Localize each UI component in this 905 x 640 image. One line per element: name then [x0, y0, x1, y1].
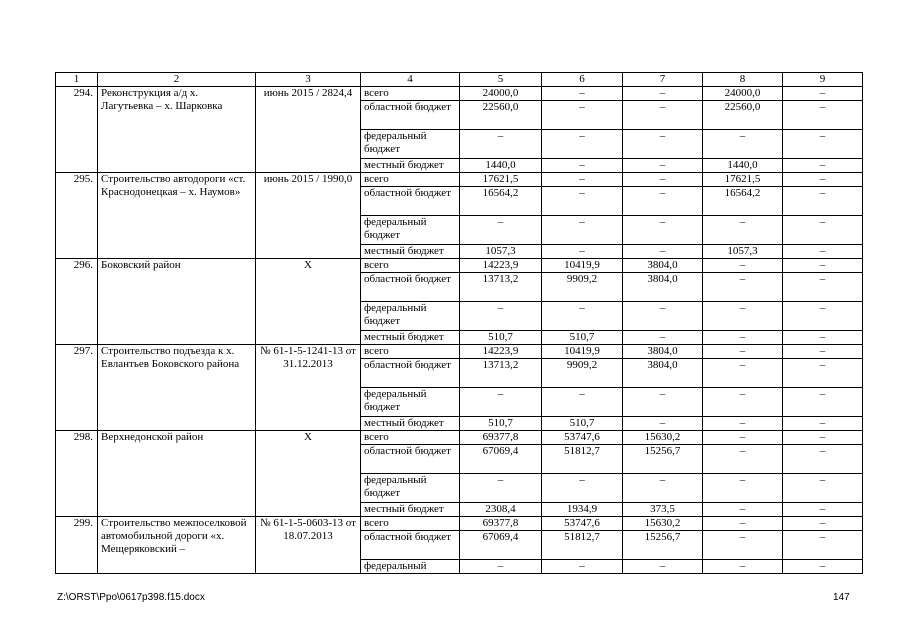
value-cell: 510,7 — [542, 417, 623, 431]
value-cell: – — [783, 359, 863, 388]
value-cell: – — [703, 331, 783, 345]
value-cell: – — [703, 431, 783, 445]
value-cell: 69377,8 — [460, 517, 542, 531]
value-cell: – — [623, 417, 703, 431]
value-cell: – — [703, 503, 783, 517]
value-cell: – — [623, 173, 703, 187]
funding-source: областной бюджет — [361, 359, 460, 388]
value-cell: 16564,2 — [703, 187, 783, 216]
value-cell: 14223,9 — [460, 345, 542, 359]
item-deadline: июнь 2015 / 1990,0 — [256, 173, 361, 259]
funding-source: федеральный — [361, 560, 460, 574]
value-cell: – — [460, 474, 542, 503]
funding-source: областной бюджет — [361, 187, 460, 216]
value-cell: 24000,0 — [460, 87, 542, 101]
value-cell: – — [542, 245, 623, 259]
funding-source: областной бюджет — [361, 273, 460, 302]
value-cell: – — [703, 417, 783, 431]
value-cell: 510,7 — [460, 331, 542, 345]
value-cell: – — [703, 302, 783, 331]
value-cell: – — [783, 517, 863, 531]
value-cell: 51812,7 — [542, 531, 623, 560]
funding-source: федеральный бюджет — [361, 216, 460, 245]
value-cell: – — [460, 388, 542, 417]
table-body — [56, 73, 863, 574]
header-cell: 8 — [703, 73, 783, 87]
value-cell: – — [623, 245, 703, 259]
value-cell: 24000,0 — [703, 87, 783, 101]
value-cell: – — [542, 159, 623, 173]
value-cell: 2308,4 — [460, 503, 542, 517]
funding-source: федеральный бюджет — [361, 474, 460, 503]
value-cell: – — [703, 517, 783, 531]
table-row — [56, 173, 863, 187]
item-number: 295. — [56, 173, 98, 259]
value-cell: – — [783, 560, 863, 574]
value-cell: – — [542, 388, 623, 417]
value-cell: – — [783, 273, 863, 302]
funding-source: всего — [361, 431, 460, 445]
value-cell: – — [783, 531, 863, 560]
funding-source: областной бюджет — [361, 445, 460, 474]
value-cell: – — [703, 531, 783, 560]
funding-source: всего — [361, 87, 460, 101]
value-cell: – — [703, 259, 783, 273]
value-cell: – — [542, 87, 623, 101]
item-number: 299. — [56, 517, 98, 574]
value-cell: 53747,6 — [542, 431, 623, 445]
value-cell: 15256,7 — [623, 531, 703, 560]
value-cell: 22560,0 — [703, 101, 783, 130]
value-cell: – — [703, 216, 783, 245]
value-cell: 13713,2 — [460, 273, 542, 302]
value-cell: – — [783, 345, 863, 359]
funding-source: областной бюджет — [361, 531, 460, 560]
value-cell: 15630,2 — [623, 431, 703, 445]
value-cell: 1057,3 — [460, 245, 542, 259]
funding-source: всего — [361, 345, 460, 359]
value-cell: – — [542, 302, 623, 331]
value-cell: – — [783, 173, 863, 187]
value-cell: 51812,7 — [542, 445, 623, 474]
value-cell: – — [623, 302, 703, 331]
value-cell: – — [460, 560, 542, 574]
value-cell: – — [783, 259, 863, 273]
header-cell: 2 — [98, 73, 256, 87]
value-cell: – — [542, 173, 623, 187]
header-cell: 9 — [783, 73, 863, 87]
funding-source: местный бюджет — [361, 417, 460, 431]
value-cell: 15256,7 — [623, 445, 703, 474]
value-cell: 3804,0 — [623, 359, 703, 388]
value-cell: – — [703, 388, 783, 417]
value-cell: – — [783, 445, 863, 474]
value-cell: 373,5 — [623, 503, 703, 517]
table-row — [56, 259, 863, 273]
column-number-row — [56, 73, 863, 87]
value-cell: 16564,2 — [460, 187, 542, 216]
value-cell: – — [703, 560, 783, 574]
value-cell: – — [542, 187, 623, 216]
footer-page-number: 147 — [833, 592, 850, 603]
value-cell: 22560,0 — [460, 101, 542, 130]
value-cell: 53747,6 — [542, 517, 623, 531]
value-cell: 10419,9 — [542, 345, 623, 359]
item-number: 297. — [56, 345, 98, 431]
value-cell: – — [623, 474, 703, 503]
funding-source: федеральный бюджет — [361, 130, 460, 159]
value-cell: 10419,9 — [542, 259, 623, 273]
item-deadline: № 61-1-5-0603-13 от 18.07.2013 — [256, 517, 361, 574]
value-cell: 3804,0 — [623, 259, 703, 273]
value-cell: – — [623, 187, 703, 216]
table-row — [56, 431, 863, 445]
value-cell: 510,7 — [542, 331, 623, 345]
header-cell: 4 — [361, 73, 460, 87]
value-cell: 1440,0 — [460, 159, 542, 173]
value-cell: – — [783, 101, 863, 130]
item-name: Строительство автодороги «ст. Краснодонецкая – х. Наумов» — [98, 173, 256, 259]
value-cell: – — [783, 187, 863, 216]
value-cell: – — [783, 130, 863, 159]
footer-file-path: Z:\ORST\Ppo\0617p398.f15.docx — [57, 592, 205, 603]
value-cell: 3804,0 — [623, 273, 703, 302]
header-cell: 3 — [256, 73, 361, 87]
item-number: 296. — [56, 259, 98, 345]
header-cell: 5 — [460, 73, 542, 87]
value-cell: – — [783, 503, 863, 517]
value-cell: 13713,2 — [460, 359, 542, 388]
item-deadline: Х — [256, 259, 361, 345]
item-deadline: июнь 2015 / 2824,4 — [256, 87, 361, 173]
value-cell: 17621,5 — [703, 173, 783, 187]
value-cell: 1934,9 — [542, 503, 623, 517]
value-cell: – — [460, 130, 542, 159]
value-cell: – — [783, 159, 863, 173]
value-cell: 510,7 — [460, 417, 542, 431]
value-cell: – — [460, 302, 542, 331]
table-row — [56, 517, 863, 531]
value-cell: – — [783, 216, 863, 245]
funding-source: местный бюджет — [361, 331, 460, 345]
value-cell: – — [542, 216, 623, 245]
value-cell: 1440,0 — [703, 159, 783, 173]
value-cell: – — [783, 417, 863, 431]
value-cell: – — [783, 302, 863, 331]
value-cell: – — [703, 445, 783, 474]
budget-table — [55, 72, 863, 574]
item-deadline: № 61-1-5-1241-13 от 31.12.2013 — [256, 345, 361, 431]
table-row — [56, 87, 863, 101]
value-cell: – — [542, 560, 623, 574]
funding-source: федеральный бюджет — [361, 388, 460, 417]
value-cell: – — [703, 130, 783, 159]
item-name: Реконструкция а/д х. Лагутьевка – х. Шарковка — [98, 87, 256, 173]
item-name: Строительство подъезда к х. Евлантьев Боковского района — [98, 345, 256, 431]
value-cell: – — [542, 101, 623, 130]
value-cell: – — [783, 388, 863, 417]
funding-source: местный бюджет — [361, 503, 460, 517]
value-cell: – — [623, 331, 703, 345]
value-cell: – — [783, 245, 863, 259]
value-cell: – — [623, 560, 703, 574]
value-cell: 67069,4 — [460, 445, 542, 474]
header-cell: 7 — [623, 73, 703, 87]
header-cell: 6 — [542, 73, 623, 87]
value-cell: 17621,5 — [460, 173, 542, 187]
value-cell: – — [623, 159, 703, 173]
value-cell: – — [542, 474, 623, 503]
value-cell: – — [623, 87, 703, 101]
value-cell: – — [703, 345, 783, 359]
table-row — [56, 345, 863, 359]
value-cell: – — [623, 130, 703, 159]
value-cell: 9909,2 — [542, 359, 623, 388]
funding-source: всего — [361, 173, 460, 187]
value-cell: – — [783, 474, 863, 503]
value-cell: – — [703, 474, 783, 503]
value-cell: – — [460, 216, 542, 245]
item-name: Верхнедонской район — [98, 431, 256, 517]
value-cell: – — [703, 359, 783, 388]
value-cell: – — [783, 87, 863, 101]
value-cell: 67069,4 — [460, 531, 542, 560]
value-cell: 9909,2 — [542, 273, 623, 302]
item-name: Строительство межпоселковой автомобильной дороги «х. Мещеряковский – — [98, 517, 256, 574]
header-cell: 1 — [56, 73, 98, 87]
value-cell: 3804,0 — [623, 345, 703, 359]
value-cell: 69377,8 — [460, 431, 542, 445]
value-cell: 15630,2 — [623, 517, 703, 531]
funding-source: местный бюджет — [361, 245, 460, 259]
funding-source: всего — [361, 259, 460, 273]
funding-source: местный бюджет — [361, 159, 460, 173]
item-number: 298. — [56, 431, 98, 517]
funding-source: всего — [361, 517, 460, 531]
value-cell: – — [623, 101, 703, 130]
value-cell: – — [542, 130, 623, 159]
value-cell: – — [783, 431, 863, 445]
value-cell: – — [623, 388, 703, 417]
funding-source: федеральный бюджет — [361, 302, 460, 331]
item-name: Боковский район — [98, 259, 256, 345]
item-deadline: Х — [256, 431, 361, 517]
value-cell: – — [623, 216, 703, 245]
value-cell: – — [783, 331, 863, 345]
value-cell: 14223,9 — [460, 259, 542, 273]
value-cell: 1057,3 — [703, 245, 783, 259]
item-number: 294. — [56, 87, 98, 173]
value-cell: – — [703, 273, 783, 302]
funding-source: областной бюджет — [361, 101, 460, 130]
